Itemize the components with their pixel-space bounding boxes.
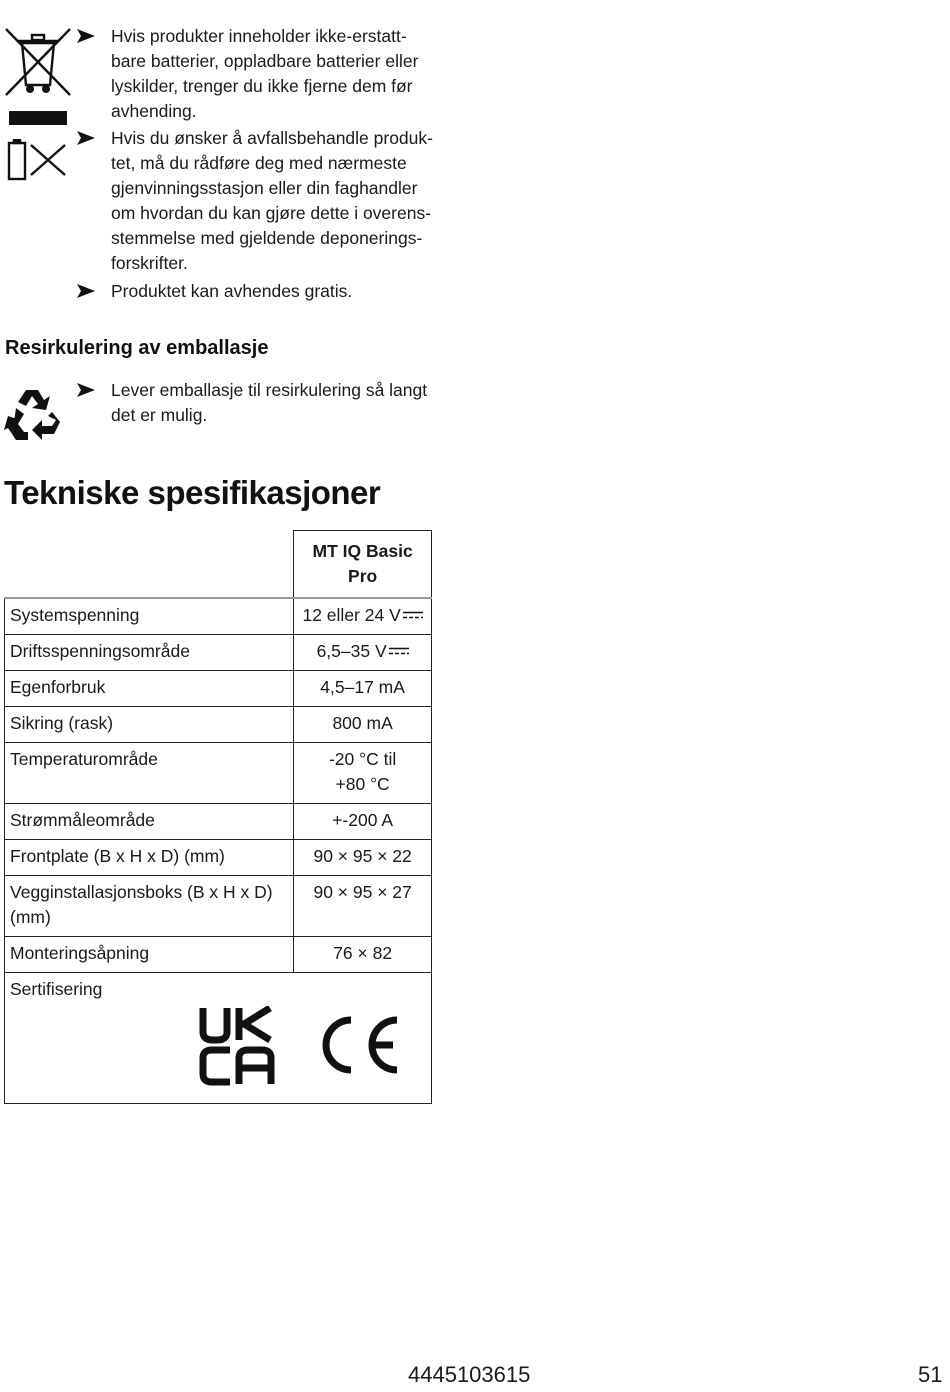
text-line: Hvis produkter inneholder ikke-erstatt- bbox=[111, 26, 407, 46]
spec-value: 6,5–35 V bbox=[316, 641, 387, 661]
recycling-bullet bbox=[111, 378, 456, 428]
page-number: 51 bbox=[918, 1362, 943, 1387]
spec-value-cell bbox=[294, 743, 432, 804]
spec-label-cell bbox=[5, 598, 294, 635]
text-line: stemmelse med gjeldende deponerings- bbox=[111, 228, 423, 248]
dc-symbol-icon bbox=[389, 647, 409, 655]
header-empty-cell bbox=[5, 531, 294, 599]
spec-value-cell bbox=[294, 937, 432, 973]
text-line: Lever emballasje til resirkulering så langt bbox=[111, 380, 428, 400]
table-row bbox=[5, 876, 432, 937]
dc-symbol-icon bbox=[403, 611, 423, 619]
text-line: lyskilder, trenger du ikke fjerne dem før bbox=[111, 76, 413, 96]
disposal-bullet-1 bbox=[111, 24, 456, 124]
spec-label: Vegginstallasjonsboks (B x H x D) bbox=[10, 882, 273, 902]
spec-value: 800 mA bbox=[332, 713, 393, 733]
spec-label-cell bbox=[5, 804, 294, 840]
spec-label: (mm) bbox=[10, 907, 51, 927]
specs-table bbox=[4, 530, 432, 1104]
spec-label: Temperaturområde bbox=[10, 749, 158, 769]
ce-mark bbox=[321, 1016, 403, 1074]
spec-label-cell bbox=[5, 743, 294, 804]
certification-label: Sertifisering bbox=[10, 979, 103, 999]
table-row bbox=[5, 671, 432, 707]
bullet-arrow-icon bbox=[76, 382, 96, 398]
text-line: Produktet kan avhendes gratis. bbox=[111, 281, 353, 301]
table-row bbox=[5, 598, 432, 635]
text-line: bare batterier, oppladbare batterier eller bbox=[111, 51, 419, 71]
spec-value: 90 × 95 × 22 bbox=[313, 846, 412, 866]
table-row bbox=[5, 635, 432, 671]
bullet-arrow-icon bbox=[76, 283, 96, 299]
specs-title: Tekniske spesifikasjoner bbox=[4, 474, 381, 511]
model-name-line: MT IQ Basic bbox=[312, 541, 413, 561]
spec-label: Driftsspenningsområde bbox=[10, 641, 190, 661]
certification-cell bbox=[5, 973, 432, 1104]
text-line: gjenvinningsstasjon eller din faghandler bbox=[111, 178, 418, 198]
spec-value-cell bbox=[294, 840, 432, 876]
model-header bbox=[294, 531, 432, 599]
spec-value: +-200 A bbox=[332, 810, 394, 830]
ukca-mark bbox=[198, 1006, 278, 1086]
specs-table-body bbox=[5, 598, 432, 973]
spec-label: Frontplate (B x H x D) (mm) bbox=[10, 846, 225, 866]
spec-label-cell bbox=[5, 937, 294, 973]
certification-row bbox=[5, 973, 432, 1104]
battery-crossed-icon bbox=[7, 139, 69, 181]
spec-value: 12 eller 24 V bbox=[302, 605, 401, 625]
bullet-arrow-icon bbox=[76, 130, 96, 146]
text-line: avhending. bbox=[111, 101, 197, 121]
spec-value: -20 °C til bbox=[328, 749, 397, 769]
spec-label-cell bbox=[5, 876, 294, 937]
document-number: 4445103615 bbox=[408, 1362, 531, 1387]
spec-label-cell bbox=[5, 840, 294, 876]
spec-label-cell bbox=[5, 671, 294, 707]
disposal-bullet-2 bbox=[111, 126, 456, 276]
spec-label: Monteringsåpning bbox=[10, 943, 150, 963]
spec-value-cell bbox=[294, 671, 432, 707]
spec-value-cell bbox=[294, 598, 432, 635]
spec-value: +80 °C bbox=[335, 774, 390, 794]
table-header-row bbox=[5, 531, 432, 599]
spec-label: Strømmåleområde bbox=[10, 810, 155, 830]
spec-label-cell bbox=[5, 707, 294, 743]
text-line: Hvis du ønsker å avfallsbehandle produk- bbox=[111, 128, 433, 148]
table-row bbox=[5, 840, 432, 876]
spec-label: Systemspenning bbox=[10, 605, 140, 625]
disposal-bullet-3 bbox=[111, 279, 456, 304]
recycle-icon bbox=[4, 386, 66, 446]
spec-value-line bbox=[296, 603, 429, 628]
spec-label: Egenforbruk bbox=[10, 677, 106, 697]
text-line: om hvordan du kan gjøre dette i overens- bbox=[111, 203, 432, 223]
spec-label: Sikring (rask) bbox=[10, 713, 114, 733]
bullet-arrow-icon bbox=[76, 28, 96, 44]
bin-underline-bar bbox=[9, 111, 67, 125]
spec-value: 76 × 82 bbox=[333, 943, 393, 963]
table-row bbox=[5, 707, 432, 743]
model-name-line: Pro bbox=[348, 566, 378, 586]
crossed-bin-icon bbox=[4, 27, 74, 99]
text-line: det er mulig. bbox=[111, 405, 208, 425]
text-line: forskrifter. bbox=[111, 253, 188, 273]
table-row bbox=[5, 804, 432, 840]
spec-value-cell bbox=[294, 804, 432, 840]
spec-value-line bbox=[296, 639, 429, 664]
text-line: tet, må du rådføre deg med nærmeste bbox=[111, 153, 407, 173]
spec-label-cell bbox=[5, 635, 294, 671]
table-row bbox=[5, 937, 432, 973]
spec-value-cell bbox=[294, 876, 432, 937]
spec-value-cell bbox=[294, 635, 432, 671]
spec-value: 90 × 95 × 27 bbox=[313, 882, 412, 902]
table-row bbox=[5, 743, 432, 804]
spec-value: 4,5–17 mA bbox=[320, 677, 405, 697]
recycling-heading: Resirkulering av emballasje bbox=[5, 337, 269, 359]
spec-value-cell bbox=[294, 707, 432, 743]
